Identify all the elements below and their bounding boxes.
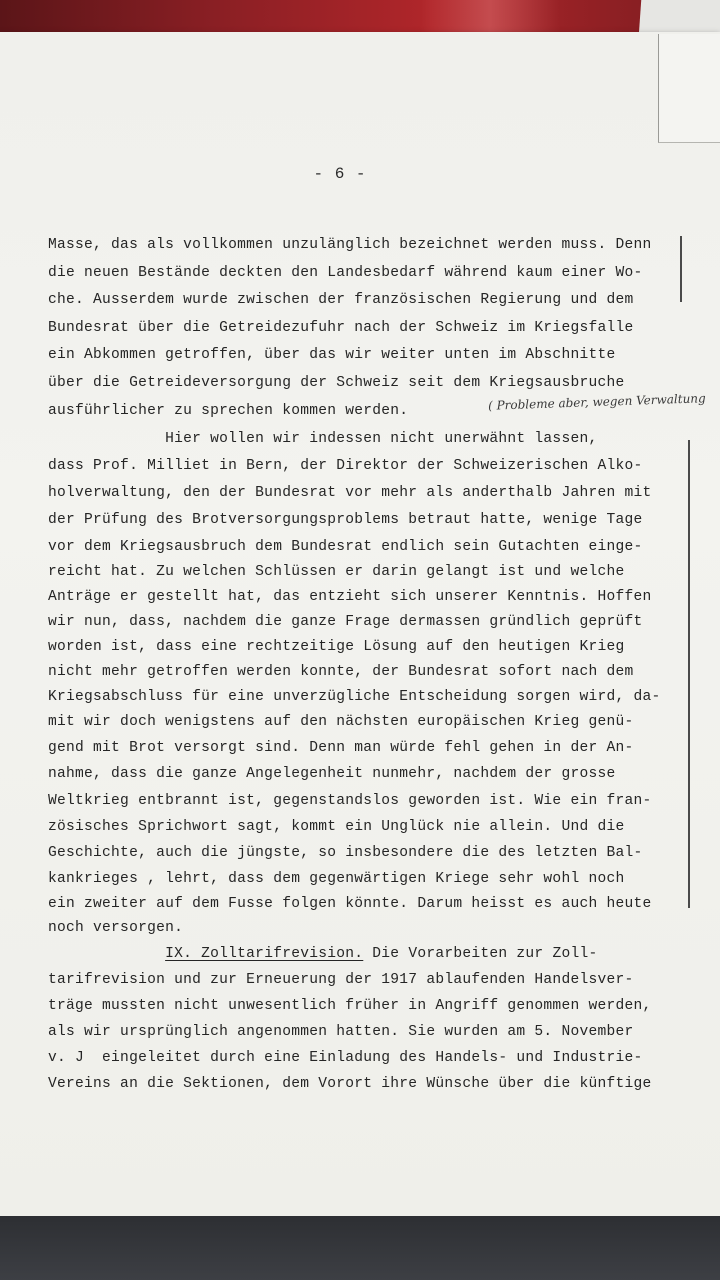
- handwritten-margin-note: ( Probleme aber, wegen Verwaltung: [487, 391, 706, 413]
- text-line: worden ist, dass eine rechtzeitige Lösung auf den heutigen Krieg: [48, 639, 625, 655]
- text-line: nicht mehr getroffen werden konnte, der Bundesrat sofort nach dem: [48, 664, 634, 680]
- text-line: che. Ausserdem wurde zwischen der französischen Regierung und dem: [48, 292, 634, 308]
- text-line: Geschichte, auch die jüngste, so insbesondere die des letzten Bal-: [48, 845, 643, 861]
- section-indent: [48, 946, 165, 962]
- text-line: der Prüfung des Brotversorgungsproblems betraut hatte, wenige Tage: [48, 512, 643, 528]
- text-line: holverwaltung, den der Bundesrat vor mehr als anderthalb Jahren mit: [48, 485, 652, 501]
- text-line: dass Prof. Milliet in Bern, der Direktor der Schweizerischen Alko-: [48, 458, 643, 474]
- text-line: ein zweiter auf dem Fusse folgen könnte. Darum heisst es auch heute: [48, 896, 652, 912]
- text-line: gend mit Brot versorgt sind. Denn man würde fehl gehen in der An-: [48, 740, 634, 756]
- text-line: die neuen Bestände deckten den Landesbedarf während kaum einer Wo-: [48, 265, 643, 281]
- text-line: nahme, dass die ganze Angelegenheit nunmehr, nachdem der grosse: [48, 766, 616, 782]
- text-line: Anträge er gestellt hat, das entzieht sich unserer Kenntnis. Hoffen: [48, 589, 652, 605]
- text-line: als wir ursprünglich angenommen hatten. Sie wurden am 5. November: [48, 1024, 634, 1040]
- text-line: Weltkrieg entbrannt ist, gegenstandslos geworden ist. Wie ein fran-: [48, 793, 652, 809]
- text-line: Vereins an die Sektionen, dem Vorort ihre Wünsche über die künftige: [48, 1076, 652, 1092]
- text-line: Bundesrat über die Getreidezufuhr nach der Schweiz im Kriegsfalle: [48, 320, 634, 336]
- section-heading-rest: Die Vorarbeiten zur Zoll-: [363, 946, 598, 962]
- text-line: wir nun, dass, nachdem die ganze Frage dermassen gründlich geprüft: [48, 614, 643, 630]
- text-line: noch versorgen.: [48, 920, 184, 936]
- desk-surface: [0, 1216, 720, 1280]
- section-heading-line: [48, 946, 597, 962]
- text-line: zösisches Sprichwort sagt, kommt ein Unglück nie allein. Und die: [48, 819, 625, 835]
- text-line: ein Abkommen getroffen, über das wir weiter unten im Abschnitte: [48, 347, 616, 363]
- text-line: über die Getreideversorgung der Schweiz seit dem Kriegsausbruche: [48, 375, 625, 391]
- section-heading: IX. Zolltarifrevision.: [165, 946, 364, 962]
- text-line: Masse, das als vollkommen unzulänglich bezeichnet werden muss. Denn: [48, 237, 652, 253]
- text-line: Hier wollen wir indessen nicht unerwähnt lassen,: [48, 431, 598, 447]
- margin-mark-side: [688, 440, 690, 908]
- text-line: träge mussten nicht unwesentlich früher in Angriff genommen werden,: [48, 998, 652, 1014]
- text-line: mit wir doch wenigstens auf den nächsten europäischen Krieg genü-: [48, 714, 634, 730]
- margin-mark-top: [680, 236, 682, 302]
- text-line: vor dem Kriegsausbruch dem Bundesrat endlich sein Gutachten einge-: [48, 539, 643, 555]
- text-line: tarifrevision und zur Erneuerung der 1917 ablaufenden Handelsver-: [48, 972, 634, 988]
- text-line: v. J eingeleitet durch eine Einladung des Handels- und Industrie-: [48, 1050, 643, 1066]
- text-line: ausführlicher zu sprechen kommen werden.: [48, 403, 409, 419]
- page-number: - 6 -: [313, 165, 367, 183]
- text-line: reicht hat. Zu welchen Schlüssen er darin gelangt ist und welche: [48, 564, 625, 580]
- text-line: kankrieges , lehrt, dass dem gegenwärtigen Kriege sehr wohl noch: [48, 871, 625, 887]
- text-line: Kriegsabschluss für eine unverzügliche Entscheidung sorgen wird, da-: [48, 689, 661, 705]
- page-corner: [658, 34, 720, 143]
